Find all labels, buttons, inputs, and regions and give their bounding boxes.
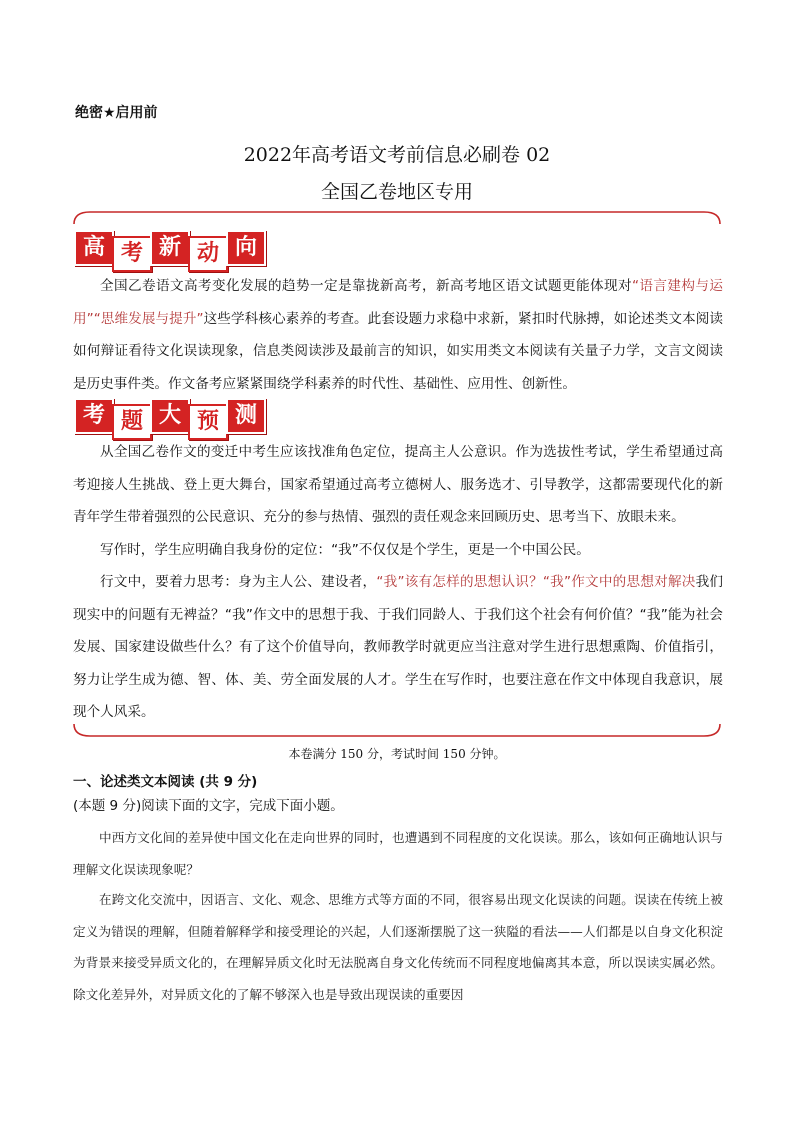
prediction-text-b: 我们现实中的问题有无裨益？“我”作文中的思想于我、于我们同龄人、于我们这个社会有何价值？“我”能为社会发展、国家建设做些什么？有了这个价值导向，教师教学时就更应当注意对学生进行思想熏陶、价值指引，努力让学生成为德、智、体、美、劳全面发展的人才。学生在写作时，也要注意在作文中体现自我意识，展现个人风采。 <box>73 574 724 720</box>
exam-title: 2022年高考语文考前信息必刷卷 02 <box>243 144 551 166</box>
banner-char: 测 <box>226 398 266 434</box>
exam-subtitle: 全国乙卷地区专用 <box>320 181 473 203</box>
section-heading: 一、论述类文本阅读 (共 9 分) <box>73 774 258 790</box>
prediction-paragraph-3 <box>73 566 723 729</box>
banner-char: 题 <box>112 404 152 440</box>
banner-char: 预 <box>188 404 228 440</box>
trend-paragraph <box>73 270 723 400</box>
score-note: 本卷满分 150 分，考试时间 150 分钟。 <box>288 747 506 761</box>
banner-exam-prediction <box>74 398 264 434</box>
banner-gaokao-new-trend <box>74 230 264 266</box>
banner-char: 新 <box>150 230 190 266</box>
prediction-text-emphasis: “我”该有怎样的思想认识？“我”作文中的思想对解决 <box>376 574 696 590</box>
trend-text-b: 这些学科核心素养的考查。此套设题力求稳中求新，紧扣时代脉搏，如论述类文本阅读如何辩证看待文化误读现象，信息类阅读涉及最前言的知识，如实用类文本阅读有关量子力学，文言文阅读是历史事件类。作文备考应紧紧围绕学科素养的时代性、基础性、应用性、创新性。 <box>73 310 723 392</box>
banner-char: 大 <box>150 398 190 434</box>
banner-char: 考 <box>74 398 114 434</box>
banner-char: 高 <box>74 230 114 266</box>
trend-text-emphasis: “语言建构与运用”“思维发展与提升” <box>73 278 724 327</box>
reading-paragraph-2: 在跨文化交流中，因语言、文化、观念、思维方式等方面的不同，很容易出现文化误读的问题。误读在传统上被定义为错误的理解，但随着解释学和接受理论的兴起，人们逐渐摆脱了这一狭隘的看法——人们都是以自身文化积淀为背景来接受异质文化的，在理解异质文化时无法脱离自身文化传统而不同程度地偏离其本意，所以误读实属必然。除文化差异外，对异质文化的了解不够深入也是导致出现误读的重要因 <box>73 892 723 1002</box>
confidential-label: 绝密★启用前 <box>75 105 158 121</box>
prediction-text-a: 行文中，要着力思考：身为主人公、建设者， <box>100 574 377 590</box>
banner-char: 考 <box>112 236 152 272</box>
trend-text-a: 全国乙卷语文高考变化发展的趋势一定是靠拢新高考，新高考地区语文试题更能体现对 <box>100 278 632 294</box>
prediction-paragraph-1: 从全国乙卷作文的变迁中考生应该找准角色定位，提高主人公意识。作为选拔性考试，学生希望通过高考迎接人生挑战、登上更大舞台，国家希望通过高考立德树人、服务选才、引导教学，这都需要现代化的新青年学生带着强烈的公民意识、充分的参与热情、强烈的责任观念来回顾历史、思考当下、放眼未来。 <box>73 444 723 525</box>
prediction-paragraph-2: 写作时，学生应明确自我身份的定位：“我”不仅仅是个学生，更是一个中国公民。 <box>100 542 590 558</box>
reading-paragraph-1: 中西方文化间的差异使中国文化在走向世界的同时，也遭遇到不同程度的文化误读。那么，该如何正确地认识与理解文化误读现象呢？ <box>73 830 723 877</box>
question-instruction: (本题 9 分)阅读下面的文字，完成下面小题。 <box>73 798 344 814</box>
banner-char: 向 <box>226 230 266 266</box>
banner-char: 动 <box>188 236 228 272</box>
